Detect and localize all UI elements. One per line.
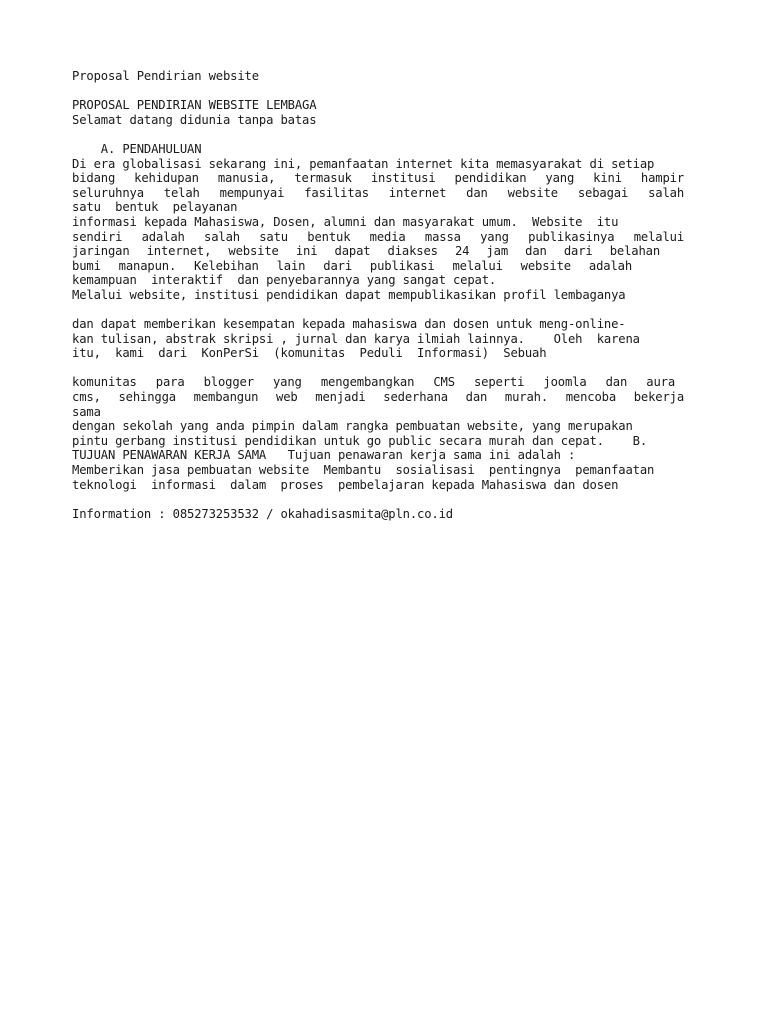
- paragraph-line: Di era globalisasi sekarang ini, pemanfaatan internet kita memasyarakat di setiap: [72, 156, 655, 171]
- document-heading: Proposal Pendirian website: [72, 69, 259, 83]
- paragraph-line: itu, kami dari KonPerSi (komunitas Peduli Informasi) Sebuah: [72, 346, 547, 361]
- paragraph-line: bumi manapun. Kelebihan lain dari publikasi melalui website adalah: [72, 258, 632, 273]
- paragraph-line: kan tulisan, abstrak skripsi , jurnal dan karya ilmiah lainnya. Oleh karena: [72, 331, 640, 346]
- paragraph-line: komunitas para blogger yang mengembangkan CMS seperti joomla dan aura: [72, 375, 675, 390]
- blank-line: [72, 84, 692, 99]
- paragraph-line: informasi kepada Mahasiswa, Dosen, alumni dan masyarakat umum. Website itu: [72, 214, 619, 229]
- paragraph-line: satu bentuk pelayanan: [72, 200, 238, 215]
- section-b-line: TUJUAN PENAWARAN KERJA SAMA Tujuan penawaran kerja sama ini adalah :: [72, 448, 576, 463]
- paragraph-line: jaringan internet, website ini dapat diakses 24 jam dan dari belahan: [72, 244, 660, 259]
- paragraph-line: dan dapat memberikan kesempatan kepada mahasiswa dan dosen untuk meng-online-: [72, 317, 626, 332]
- proposal-title: PROPOSAL PENDIRIAN WEBSITE LEMBAGA: [72, 98, 317, 113]
- contact-info: Information : 085273253532 / okahadisasmita@pln.co.id: [72, 506, 453, 521]
- paragraph-line: seluruhnya telah mempunyai fasilitas internet dan website sebagai salah: [72, 185, 684, 200]
- paragraph-line: cms, sehingga membangun web menjadi sederhana dan murah. mencoba bekerja: [72, 390, 684, 405]
- paragraph-line: dengan sekolah yang anda pimpin dalam rangka pembuatan website, yang merupakan: [72, 419, 633, 434]
- paragraph-line: pintu gerbang institusi pendidikan untuk go public secara murah dan cepat. B.: [72, 433, 647, 448]
- paragraph-line: sendiri adalah salah satu bentuk media massa yang publikasinya melalui: [72, 229, 684, 244]
- paragraph-line: Memberikan jasa pembuatan website Membantu sosialisasi pentingnya pemanfaatan: [72, 463, 655, 478]
- paragraph-line: Melalui website, institusi pendidikan dapat mempublikasikan profil lembaganya: [72, 287, 626, 302]
- blank-line: [72, 492, 692, 507]
- proposal-subtitle: Selamat datang didunia tanpa batas: [72, 112, 317, 127]
- blank-line: [72, 361, 692, 376]
- paragraph-line: sama: [72, 404, 101, 419]
- blank-line: [72, 303, 692, 318]
- document-body: [72, 69, 692, 521]
- blank-line: [72, 127, 692, 142]
- paragraph-line: teknologi informasi dalam proses pembelajaran kepada Mahasiswa dan dosen: [72, 477, 619, 492]
- paragraph-line: kemampuan interaktif dan penyebarannya yang sangat cepat.: [72, 273, 497, 288]
- section-a-heading: A. PENDAHULUAN: [72, 141, 202, 156]
- paragraph-line: bidang kehidupan manusia, termasuk institusi pendidikan yang kini hampir: [72, 171, 684, 186]
